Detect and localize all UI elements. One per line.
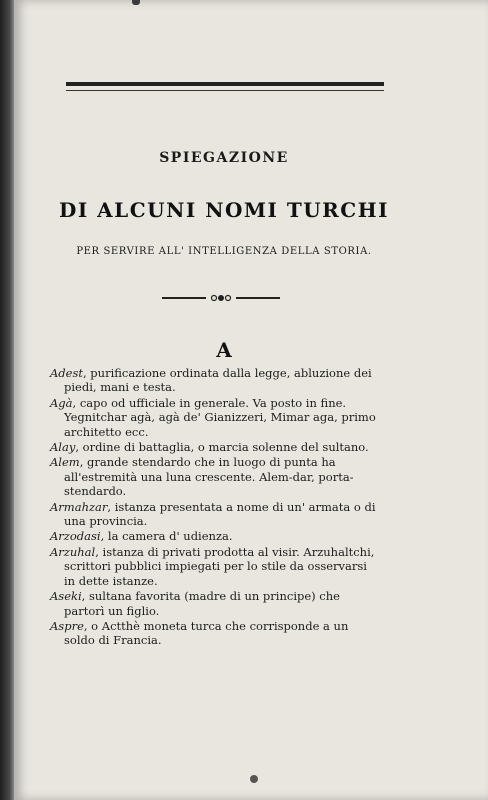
glossary-list	[50, 366, 380, 649]
entry-term: Alay	[50, 440, 76, 455]
entry-text: , istanza di privati prodotta al visir. Arzuhaltchi, scrittori pubblici impiegati per lo stile da osservarsi in dette istanze.	[64, 544, 375, 588]
entry-term: Aseki	[50, 589, 82, 604]
entry-text: , ordine di battaglia, o marcia solenne del sultano.	[75, 440, 369, 455]
entry-text: , la camera d' udienza.	[100, 529, 233, 544]
entry-text: , grande stendardo che in luogo di punta ha all'estremità una luna crescente. Alem-dar, porta-stendardo.	[64, 455, 354, 499]
entry-text: , istanza presentata a nome di un' armata o di una provincia.	[64, 499, 376, 529]
entry-text: , capo od ufficiale in generale. Va posto in fine. Yegnitchar agà, agà de' Gianizzeri, Mimar aga, primo architetto ecc.	[64, 395, 376, 439]
entry-term: Alem	[50, 455, 80, 470]
entry-text: , sultana favorita (madre di un principe) che partorì un figlio.	[64, 589, 340, 618]
page-dot	[250, 775, 258, 783]
glossary-entry	[50, 589, 380, 618]
heading-spiegazione: SPIEGAZIONE	[159, 150, 289, 166]
header-rule-thin	[66, 90, 384, 91]
heading-subtitle: PER SERVIRE ALL' INTELLIGENZA DELLA STORIA.	[76, 246, 372, 257]
entry-term: Agà	[50, 395, 73, 410]
entry-term: Arzuhal	[50, 544, 96, 559]
glossary-entry	[50, 396, 380, 439]
entry-term: Adest	[50, 366, 83, 380]
page-mark	[132, 0, 140, 5]
glossary-entry	[50, 366, 380, 395]
entry-text: , purificazione ordinata dalla legge, abluzione dei piedi, mani e testa.	[64, 366, 372, 395]
glossary-entry	[50, 440, 380, 454]
book-spine-edge	[0, 0, 14, 800]
glossary-entry	[50, 500, 380, 529]
entry-term: Arzodasi	[50, 529, 101, 544]
section-letter: A	[216, 338, 232, 362]
ornament-divider	[162, 291, 280, 305]
entry-term: Armahzar	[50, 499, 108, 514]
glossary-entry	[50, 455, 380, 498]
entry-term: Aspre	[50, 618, 84, 633]
heading-nomi-turchi: DI ALCUNI NOMI TURCHI	[59, 198, 389, 222]
book-page	[14, 0, 488, 800]
header-rule-thick	[66, 82, 384, 86]
glossary-entry	[50, 619, 380, 648]
glossary-entry	[50, 529, 380, 543]
glossary-entry	[50, 545, 380, 588]
entry-text: , o Actthè moneta turca che corrisponde a un soldo di Francia.	[64, 618, 349, 648]
